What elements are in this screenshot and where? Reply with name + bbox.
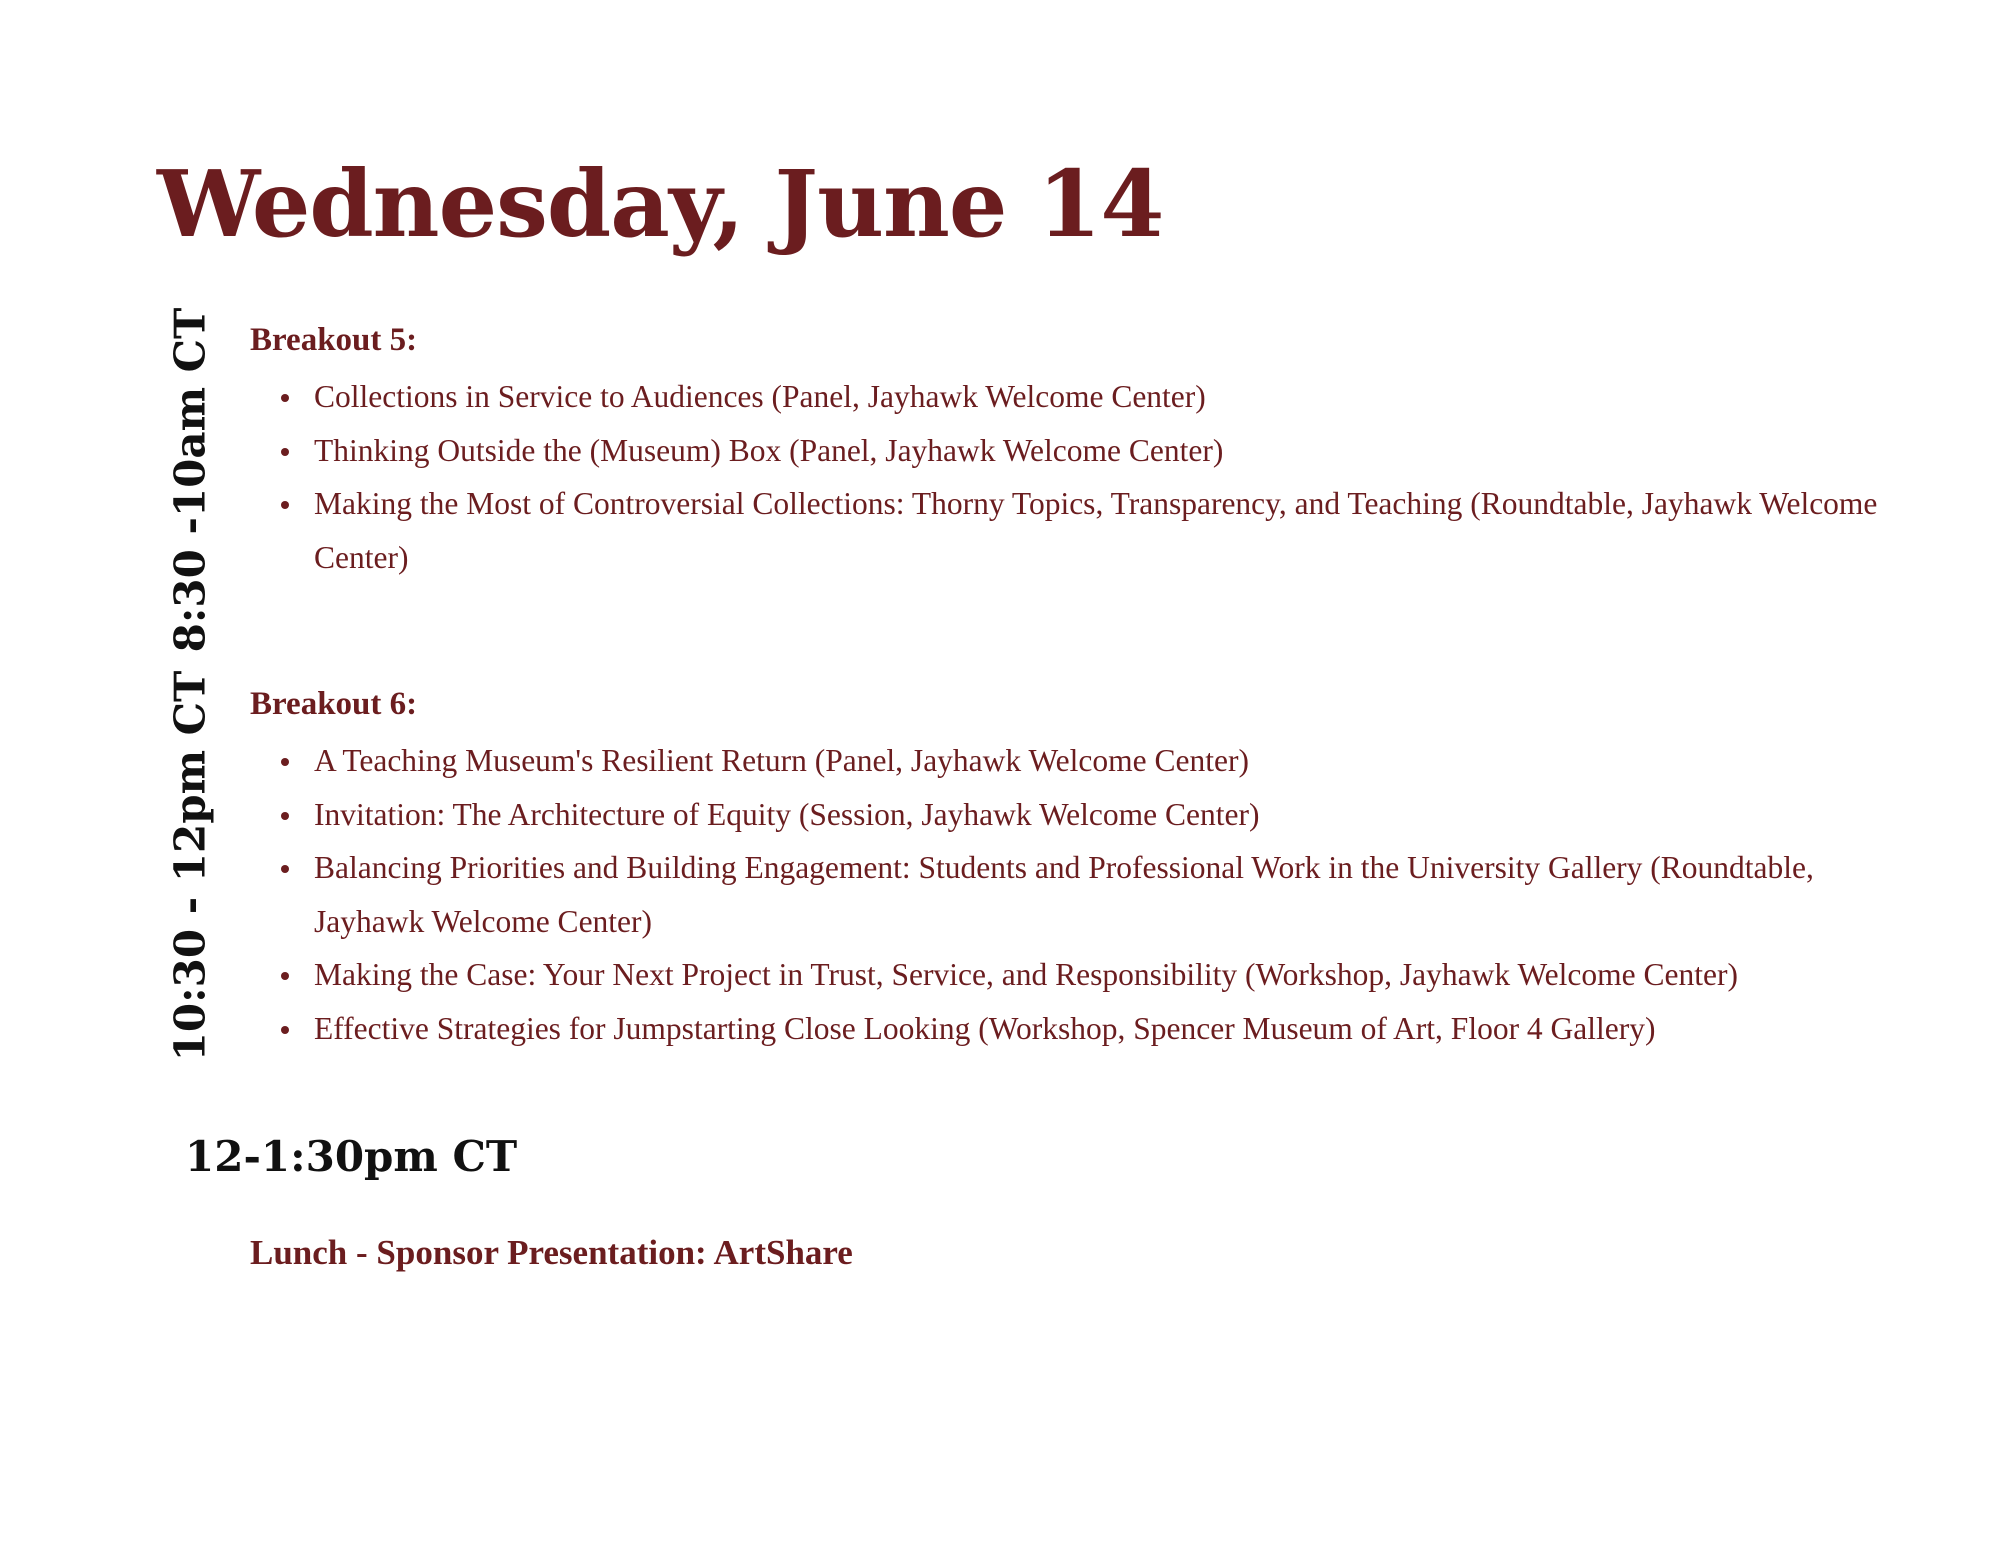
- breakout-6-block: [250, 682, 1910, 1055]
- breakout-heading: Breakout 5:: [250, 322, 418, 358]
- time-slot-label: 8:30 -10am CT: [165, 307, 215, 653]
- session-item: Balancing Priorities and Building Engagement: Students and Professional Work in the University Gallery (Roundtable, Jayhawk Welcome Center): [314, 841, 1910, 948]
- session-item: Thinking Outside the (Museum) Box (Panel, Jayhawk Welcome Center): [314, 424, 1910, 478]
- session-item: Making the Case: Your Next Project in Trust, Service, and Responsibility (Workshop, Jayhawk Welcome Center): [314, 948, 1910, 1002]
- session-list: [250, 370, 1910, 584]
- session-item: Collections in Service to Audiences (Panel, Jayhawk Welcome Center): [314, 370, 1910, 424]
- lunch-time-label: 12-1:30pm CT: [185, 1132, 518, 1181]
- session-item: Making the Most of Controversial Collections: Thorny Topics, Transparency, and Teaching (Roundtable, Jayhawk Welcome Center): [314, 477, 1910, 584]
- time-slot-label: 10:30 - 12pm CT: [165, 670, 215, 1062]
- page-title: Wednesday, June 14: [157, 150, 1164, 258]
- breakout-5-block: [250, 318, 1910, 584]
- breakout-heading: Breakout 6:: [250, 686, 418, 722]
- lunch-description: Lunch - Sponsor Presentation: ArtShare: [250, 1233, 853, 1272]
- session-item: Invitation: The Architecture of Equity (Session, Jayhawk Welcome Center): [314, 788, 1910, 842]
- session-item: A Teaching Museum's Resilient Return (Panel, Jayhawk Welcome Center): [314, 734, 1910, 788]
- session-list: [250, 734, 1910, 1055]
- session-item: Effective Strategies for Jumpstarting Close Looking (Workshop, Spencer Museum of Art, Floor 4 Gallery): [314, 1002, 1910, 1056]
